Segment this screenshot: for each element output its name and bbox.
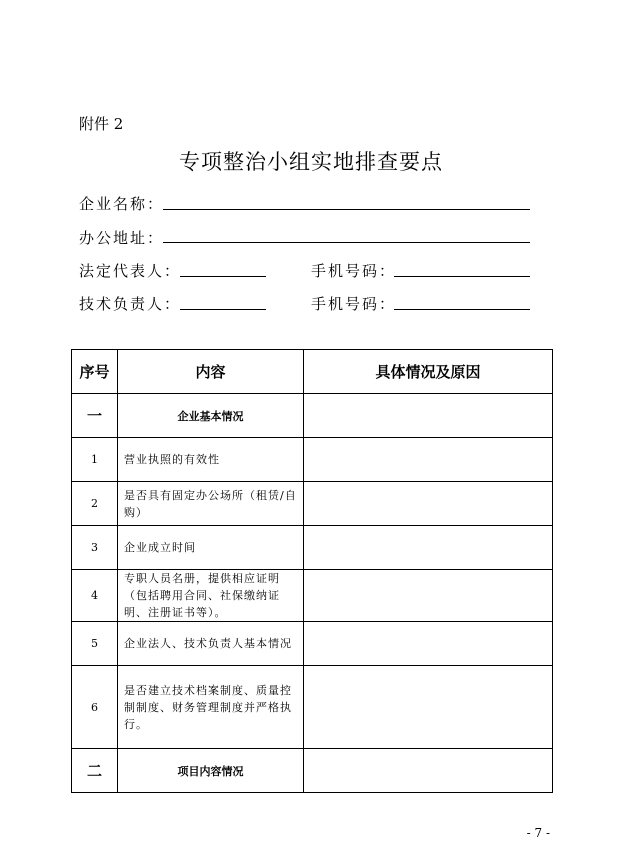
section-row (72, 749, 553, 793)
row-content: 企业成立时间 (118, 526, 304, 570)
row-content: 是否建立技术档案制度、质量控制制度、财务管理制度并严格执行。 (118, 666, 304, 749)
table-row (72, 482, 553, 526)
tech-lead-label: 技术负责人： (79, 295, 182, 313)
legal-rep-label: 法定代表人： (79, 262, 182, 280)
detail-cell[interactable] (304, 749, 553, 793)
table-row (72, 526, 553, 570)
table-row (72, 570, 553, 622)
company-name-label: 企业名称： (79, 195, 165, 213)
detail-cell[interactable] (304, 622, 553, 666)
row-content: 专职人员名册，提供相应证明（包括聘用合同、社保缴纳证明、注册证书等）。 (118, 570, 304, 622)
detail-cell[interactable] (304, 438, 553, 482)
attachment-label: 附件 2 (79, 115, 124, 133)
detail-cell[interactable] (304, 394, 553, 438)
company-name-field[interactable] (163, 209, 530, 210)
row-number: 2 (72, 482, 118, 526)
row-number: 1 (72, 438, 118, 482)
table-header-row (72, 350, 553, 394)
legal-rep-field[interactable] (180, 276, 266, 277)
office-address-label: 办公地址： (79, 229, 165, 247)
section-title: 企业基本情况 (118, 394, 304, 438)
header-detail: 具体情况及原因 (304, 350, 553, 394)
row-number: 4 (72, 570, 118, 622)
page-title: 专项整治小组实地排查要点 (179, 150, 443, 174)
row-content: 是否具有固定办公场所（租赁/自购） (118, 482, 304, 526)
row-content: 企业法人、技术负责人基本情况 (118, 622, 304, 666)
phone-field-2[interactable] (394, 309, 530, 310)
section-row (72, 394, 553, 438)
table-row (72, 622, 553, 666)
header-no: 序号 (72, 350, 118, 394)
office-address-field[interactable] (163, 242, 530, 243)
phone-field-1[interactable] (394, 276, 530, 277)
detail-cell[interactable] (304, 526, 553, 570)
detail-cell[interactable] (304, 666, 553, 749)
row-number: 3 (72, 526, 118, 570)
detail-cell[interactable] (304, 570, 553, 622)
phone-label-1: 手机号码： (311, 262, 397, 280)
section-number: 二 (72, 749, 118, 793)
section-number: 一 (72, 394, 118, 438)
tech-lead-field[interactable] (180, 309, 266, 310)
table-row (72, 438, 553, 482)
checklist-table (71, 349, 553, 793)
row-content: 营业执照的有效性 (118, 438, 304, 482)
row-number: 5 (72, 622, 118, 666)
section-title: 项目内容情况 (118, 749, 304, 793)
table-row (72, 666, 553, 749)
phone-label-2: 手机号码： (311, 295, 397, 313)
detail-cell[interactable] (304, 482, 553, 526)
header-content: 内容 (118, 350, 304, 394)
row-number: 6 (72, 666, 118, 749)
page-number: - 7 - (526, 826, 550, 840)
